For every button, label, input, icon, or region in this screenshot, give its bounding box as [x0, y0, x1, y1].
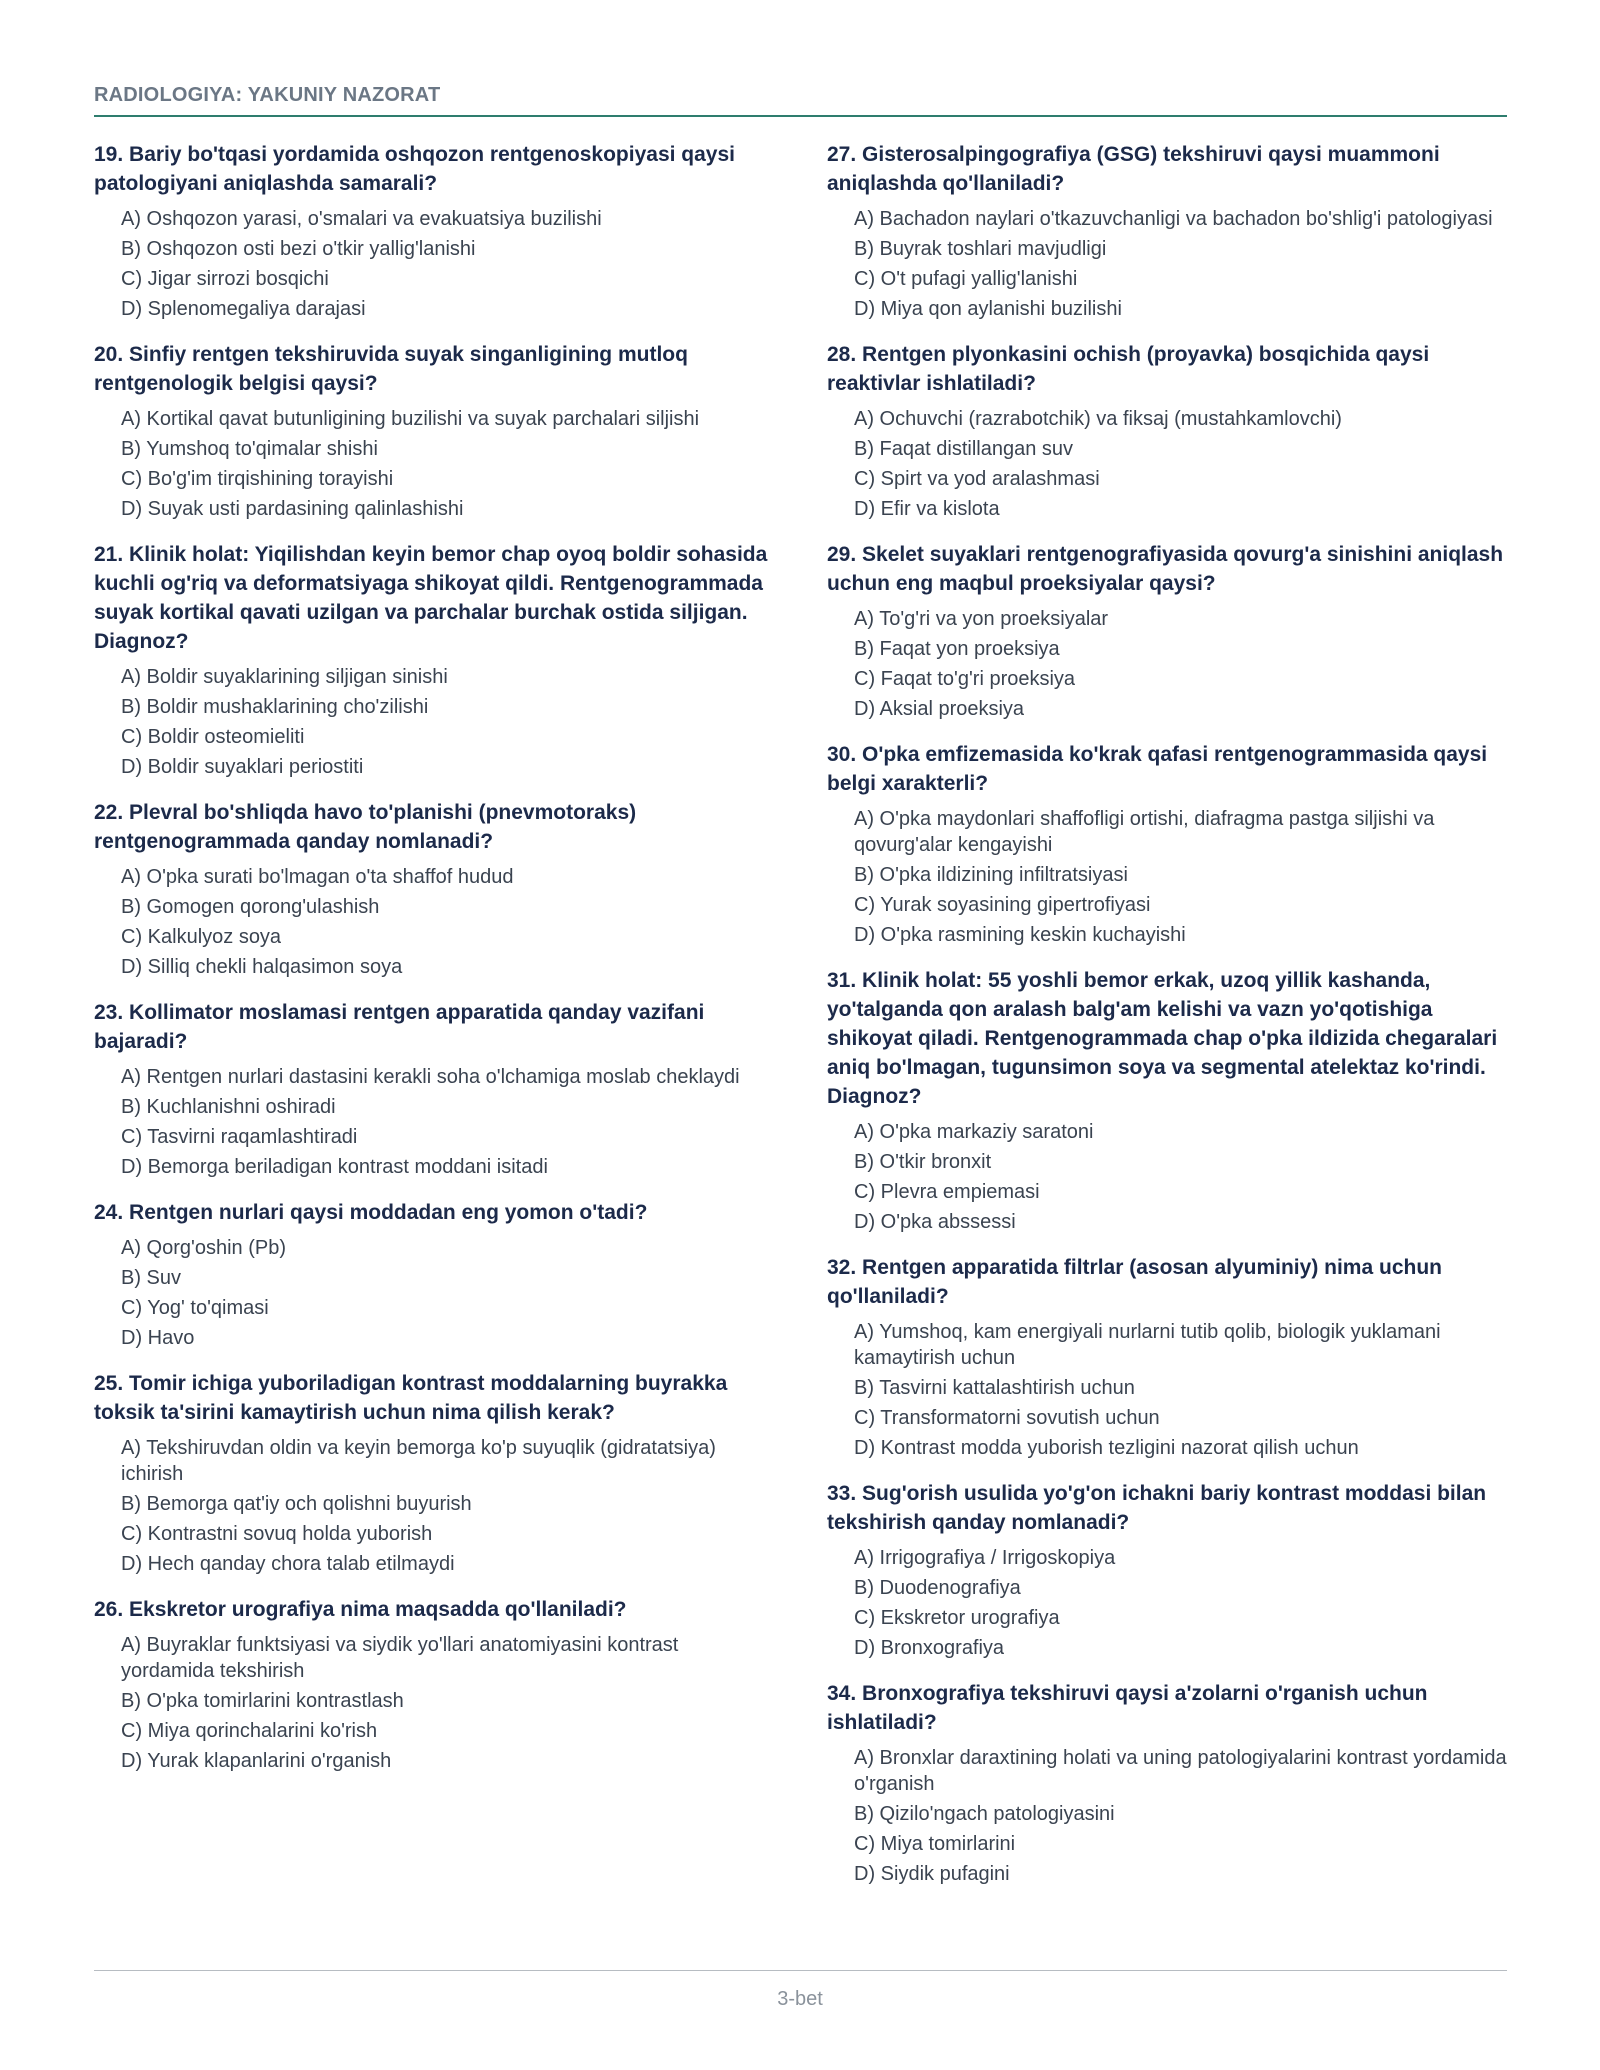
answer-option: A) Yumshoq, kam energiyali nurlarni tutib qolib, biologik yuklamani kamaytirish uchun	[854, 1321, 1441, 1369]
question-block	[94, 1369, 774, 1577]
question-block	[827, 540, 1507, 722]
answer-option: C) Ekskretor urografiya	[854, 1607, 1060, 1629]
answer-option: B) Qizilo'ngach patologiyasini	[854, 1803, 1115, 1825]
answer-option: B) Gomogen qorong'ulashish	[121, 896, 380, 918]
answer-option: B) Oshqozon osti bezi o'tkir yallig'lanishi	[121, 238, 476, 260]
question-block	[827, 1253, 1507, 1461]
answer-option: A) Qorg'oshin (Pb)	[121, 1237, 286, 1259]
answer-option: A) O'pka markaziy saratoni	[854, 1121, 1094, 1143]
answer-option: C) Bo'g'im tirqishining torayishi	[121, 468, 394, 490]
question-block	[94, 998, 774, 1180]
question-text: 30. O'pka emfizemasida ko'krak qafasi rentgenogrammasida qaysi belgi xarakterli?	[827, 743, 1488, 795]
answer-option: D) Aksial proeksiya	[854, 698, 1025, 720]
page-header	[94, 84, 1507, 117]
question-block	[827, 740, 1507, 948]
answer-option: D) Bronxografiya	[854, 1637, 1005, 1659]
question-text: 22. Plevral bo'shliqda havo to'planishi (pnevmotoraks) rentgenogrammada qanday nomlanadi?	[94, 801, 637, 853]
answer-option: B) O'pka tomirlarini kontrastlash	[121, 1690, 404, 1712]
answer-option: C) Miya qorinchalarini ko'rish	[121, 1720, 378, 1742]
answer-option: A) Irrigografiya / Irrigoskopiya	[854, 1547, 1116, 1569]
question-block	[94, 1595, 774, 1774]
question-text: 28. Rentgen plyonkasini ochish (proyavka) bosqichida qaysi reaktivlar ishlatiladi?	[827, 343, 1430, 395]
answer-option: A) Kortikal qavat butunligining buzilishi va suyak parchalari siljishi	[121, 408, 700, 430]
question-text: 23. Kollimator moslamasi rentgen apparatida qanday vazifani bajaradi?	[94, 1001, 705, 1053]
answer-option: D) Havo	[121, 1327, 195, 1349]
answer-option: C) Miya tomirlarini	[854, 1833, 1016, 1855]
answer-option: A) Bachadon naylari o'tkazuvchanligi va bachadon bo'shlig'i patologiyasi	[854, 208, 1493, 230]
question-text: 32. Rentgen apparatida filtrlar (asosan alyuminiy) nima uchun qo'llaniladi?	[827, 1256, 1442, 1308]
answer-option: D) Silliq chekli halqasimon soya	[121, 956, 403, 978]
question-text: 27. Gisterosalpingografiya (GSG) tekshiruvi qaysi muammoni aniqlashda qo'llaniladi?	[827, 143, 1440, 195]
answer-option: D) Miya qon aylanishi buzilishi	[854, 298, 1122, 320]
question-block	[94, 340, 774, 522]
answer-option: C) Yog' to'qimasi	[121, 1297, 269, 1319]
answer-option: C) Jigar sirrozi bosqichi	[121, 268, 329, 290]
questions-area	[94, 140, 1507, 1905]
answer-option: C) Plevra empiemasi	[854, 1181, 1040, 1203]
answer-option: D) O'pka abssessi	[854, 1211, 1016, 1233]
footer-divider	[94, 1970, 1507, 1971]
question-text: 33. Sug'orish usulida yo'g'on ichakni bariy kontrast moddasi bilan tekshirish qanday nomlanadi?	[827, 1482, 1487, 1534]
answer-option: B) Buyrak toshlari mavjudligi	[854, 238, 1107, 260]
question-text: 24. Rentgen nurlari qaysi moddadan eng yomon o'tadi?	[94, 1201, 648, 1224]
answer-option: D) Splenomegaliya darajasi	[121, 298, 366, 320]
answer-option: C) O't pufagi yallig'lanishi	[854, 268, 1078, 290]
question-block	[94, 1198, 774, 1351]
answer-option: B) Faqat yon proeksiya	[854, 638, 1060, 660]
answer-option: A) Tekshiruvdan oldin va keyin bemorga ko'p suyuqlik (gidratatsiya) ichirish	[121, 1437, 716, 1485]
answer-option: B) Duodenografiya	[854, 1577, 1021, 1599]
answer-option: A) Buyraklar funktsiyasi va siydik yo'llari anatomiyasini kontrast yordamida tekshirish	[121, 1634, 679, 1682]
page-number: 3-bet	[777, 1988, 823, 2010]
answer-option: C) Yurak soyasining gipertrofiyasi	[854, 894, 1151, 916]
answer-option: B) Suv	[121, 1267, 182, 1289]
answer-option: D) Bemorga beriladigan kontrast moddani isitadi	[121, 1156, 548, 1178]
answer-option: B) O'tkir bronxit	[854, 1151, 992, 1173]
question-text: 34. Bronxografiya tekshiruvi qaysi a'zolarni o'rganish uchun ishlatiladi?	[827, 1682, 1428, 1734]
answer-option: C) Kontrastni sovuq holda yuborish	[121, 1523, 433, 1545]
right-column	[827, 140, 1507, 1905]
left-column	[94, 140, 774, 1905]
answer-option: A) Ochuvchi (razrabotchik) va fiksaj (mustahkamlovchi)	[854, 408, 1342, 430]
question-block	[827, 340, 1507, 522]
answer-option: A) To'g'ri va yon proeksiyalar	[854, 608, 1109, 630]
question-text: 26. Ekskretor urografiya nima maqsadda qo'llaniladi?	[94, 1598, 627, 1621]
question-text: 25. Tomir ichiga yuboriladigan kontrast moddalarning buyrakka toksik ta'sirini kamaytirish uchun nima qilish kerak?	[94, 1372, 728, 1424]
answer-option: D) Efir va kislota	[854, 498, 1000, 520]
answer-option: C) Faqat to'g'ri proeksiya	[854, 668, 1076, 690]
answer-option: B) Tasvirni kattalashtirish uchun	[854, 1377, 1135, 1399]
answer-option: A) Bronxlar daraxtining holati va uning patologiyalarini kontrast yordamida o'rganish	[854, 1747, 1507, 1795]
question-text: 20. Sinfiy rentgen tekshiruvida suyak singanligining mutloq rentgenologik belgisi qaysi?	[94, 343, 688, 395]
answer-option: B) Kuchlanishni oshiradi	[121, 1096, 336, 1118]
question-block	[827, 966, 1507, 1235]
answer-option: B) O'pka ildizining infiltratsiyasi	[854, 864, 1128, 886]
answer-option: A) Rentgen nurlari dastasini kerakli soha o'lchamiga moslab cheklaydi	[121, 1066, 740, 1088]
answer-option: B) Faqat distillangan suv	[854, 438, 1074, 460]
answer-option: B) Boldir mushaklarining cho'zilishi	[121, 696, 429, 718]
answer-option: C) Boldir osteomieliti	[121, 726, 305, 748]
answer-option: D) O'pka rasmining keskin kuchayishi	[854, 924, 1186, 946]
answer-option: C) Tasvirni raqamlashtiradi	[121, 1126, 358, 1148]
document-title: RADIOLOGIYA: YAKUNIY NAZORAT	[94, 84, 441, 106]
answer-option: A) Oshqozon yarasi, o'smalari va evakuatsiya buzilishi	[121, 208, 602, 230]
answer-option: D) Hech qanday chora talab etilmaydi	[121, 1553, 455, 1575]
answer-option: D) Boldir suyaklari periostiti	[121, 756, 364, 778]
answer-option: A) O'pka surati bo'lmagan o'ta shaffof hudud	[121, 866, 514, 888]
answer-option: C) Transformatorni sovutish uchun	[854, 1407, 1160, 1429]
question-block	[827, 140, 1507, 322]
question-text: 21. Klinik holat: Yiqilishdan keyin bemor chap oyoq boldir sohasida kuchli og'riq va deformatsiyaga shikoyat qildi. Rentgenogrammada suyak kortikal qavati uzilgan va parchalar burchak ostida siljigan. Diagnoz?	[94, 543, 768, 653]
question-block	[94, 540, 774, 780]
answer-option: D) Suyak usti pardasining qalinlashishi	[121, 498, 464, 520]
answer-option: D) Kontrast modda yuborish tezligini nazorat qilish uchun	[854, 1437, 1359, 1459]
question-block	[94, 798, 774, 980]
answer-option: D) Siydik pufagini	[854, 1863, 1010, 1885]
question-text: 29. Skelet suyaklari rentgenografiyasida qovurg'a sinishini aniqlash uchun eng maqbul proeksiyalar qaysi?	[827, 543, 1504, 595]
question-text: 31. Klinik holat: 55 yoshli bemor erkak, uzoq yillik kashanda, yo'talganda qon aralash balg'am kelishi va vazn yo'qotishiga shikoyat qiladi. Rentgenogrammada chap o'pka ildizida chegaralari aniq bo'lmagan, tugunsimon soya va segmental atelektaz ko'rindi. Diagnoz?	[827, 969, 1498, 1108]
question-text: 19. Bariy bo'tqasi yordamida oshqozon rentgenoskopiyasi qaysi patologiyani aniqlashda samarali?	[94, 143, 735, 195]
answer-option: D) Yurak klapanlarini o'rganish	[121, 1750, 392, 1772]
answer-option: C) Spirt va yod aralashmasi	[854, 468, 1100, 490]
question-block	[827, 1479, 1507, 1661]
answer-option: B) Yumshoq to'qimalar shishi	[121, 438, 378, 460]
answer-option: C) Kalkulyoz soya	[121, 926, 282, 948]
question-block	[827, 1679, 1507, 1887]
answer-option: A) O'pka maydonlari shaffofligi ortishi, diafragma pastga siljishi va qovurg'alar kengayishi	[854, 808, 1435, 856]
answer-option: A) Boldir suyaklarining siljigan sinishi	[121, 666, 448, 688]
question-block	[94, 140, 774, 322]
answer-option: B) Bemorga qat'iy och qolishni buyurish	[121, 1493, 472, 1515]
